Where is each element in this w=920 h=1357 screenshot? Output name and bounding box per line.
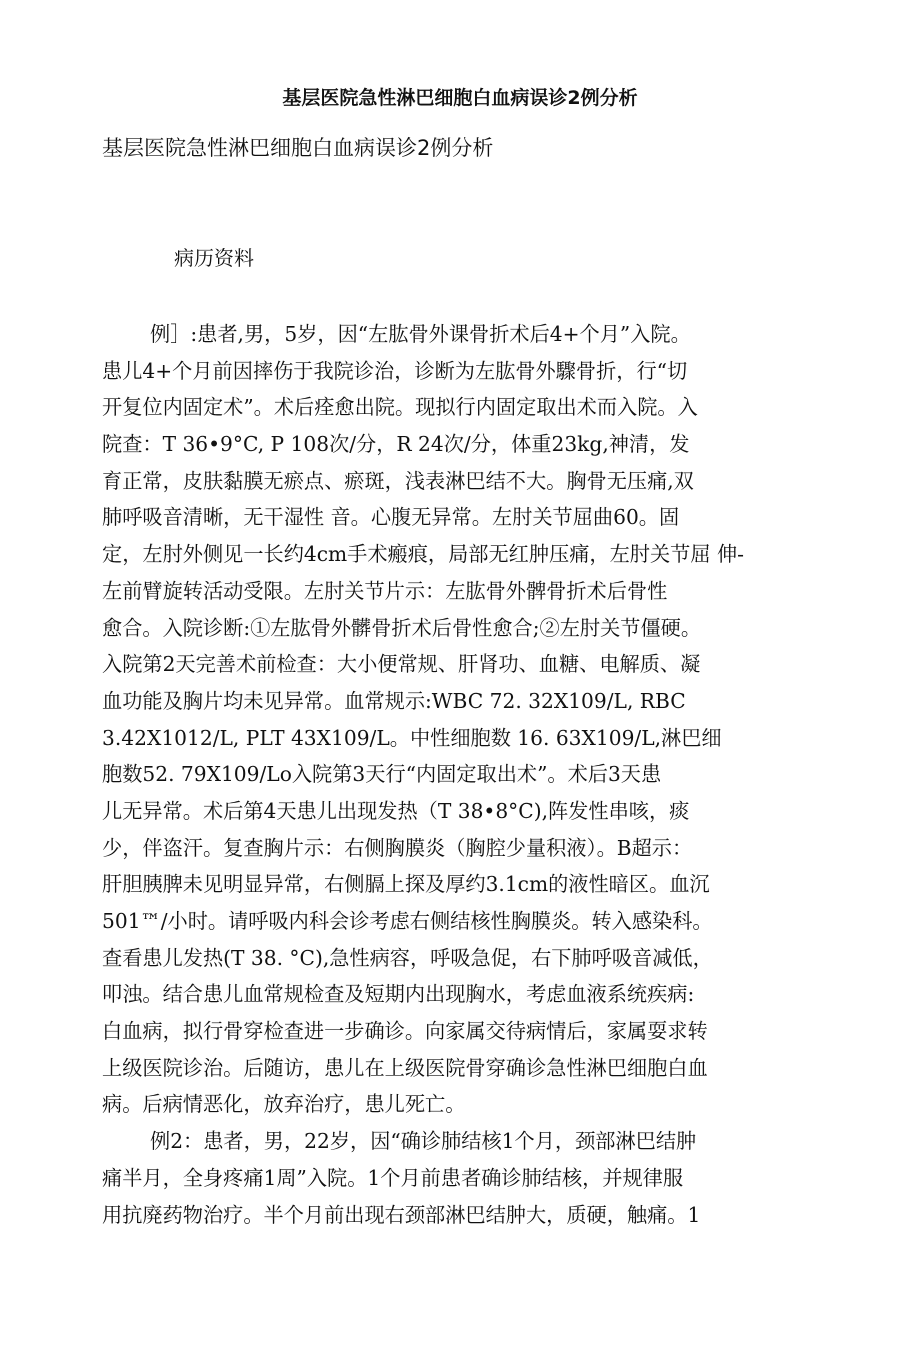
case-body-text [102,316,822,1233]
text-line: 患儿4+个月前因摔伤于我院诊治，诊断为左肱骨外驟骨折，行“切 [102,358,688,383]
text-line: 痛半月，全身疼痛1周”入院。1个月前患者确诊肺结核，并规律服 [102,1165,684,1190]
text-line: 愈合。入院诊断:①左肱骨外髒骨折术后骨性愈合;②左肘关节僵硬。 [102,615,702,640]
text-line: 上级医院诊治。后随访，患儿在上级医院骨穿确诊急性淋巴细胞白血 [102,1055,708,1080]
text-line: 501™/小时。请呼吸内科会诊考虑右侧结核性胸膜炎。转入感染科。 [102,909,713,933]
text-line: 院查：T 36•9°C, P 108次/分，R 24次/分，体重23kg,神清，发 [102,432,690,457]
text-line: 叩浊。结合患儿血常规检查及短期内出现胸水，考虑血液系统疾病: [102,982,695,1007]
text-line: 血功能及胸片均未见异常。血常规示:WBC 72. 32X109/L, RBC [102,688,686,713]
text-line: 查看患儿发热(T 38. °C),急性病容，呼吸急促，右下肺呼吸音减低， [102,945,713,970]
text-line: 胞数52. 79X109/Lo入院第3天行“内固定取出术”。术后3天患 [102,762,662,787]
text-line: 左前臂旋转活动受限。左肘关节片示：左肱骨外髀骨折术后骨性 [102,578,668,603]
text-line: 白血病，拟行骨穿检查进一步确诊。向家属交待病情后，家属耍求转 [102,1019,708,1044]
text-line: 例］:患者,男，5岁，因“左肱骨外课骨折术后4+个月”入院。 [150,322,691,346]
text-line: 肝胆胰脾未见明显异常，右侧膈上探及厚约3.1cm的液性暗区。血沉 [102,872,710,897]
text-line: 肺呼吸音清晰，无干湿性 音。心腹无异常。左肘关节屈曲60。固 [102,505,680,530]
text-line: 入院第2天完善术前检查：大小便常规、肝肾功、血糖、电解质、凝 [102,652,701,677]
text-line: 病。后病情恶化，放弃治疗，患儿死亡。 [102,1092,466,1117]
text-line: 用抗廃药物治疗。半个月前出现右颈部淋巴结肿大，质硬，触痛。1 [102,1202,701,1227]
text-line: 定，左肘外侧见一长约4cm手术瘢痕，局部无红肿压痛，左肘关节屈 伸- [102,542,744,567]
document-title: 基层医院急性淋巴细胞白血病误诊2例分析 [282,87,638,109]
text-line: 3.42X1012/L, PLT 43X109/L。中性细胞数 16. 63X109/L,淋巴细 [102,725,722,750]
section-heading-case-data: 病历资料 [174,246,254,270]
text-line: 开复位内固定术”。术后痊愈出院。现拟行内固定取出术而入院。入 [102,395,698,420]
text-line: 少，伴盗汗。复查胸片示：右侧胸膜炎（胸腔少量积液）。B超示： [102,835,693,860]
text-line: 育正常，皮肤黏膜无瘀点、瘀斑，浅表淋巴结不大。胸骨无压痛,双 [102,468,694,493]
text-line: 儿无异常。术后第4天患儿出现发热（T 38•8°C),阵发性串咳，痰 [102,798,690,823]
text-line: 例2：患者，男，22岁，因“确诊肺结核1个月，颈部淋巴结肿 [150,1129,697,1154]
document-subtitle: 基层医院急性淋巴细胞白血病误诊2例分析 [102,136,494,160]
